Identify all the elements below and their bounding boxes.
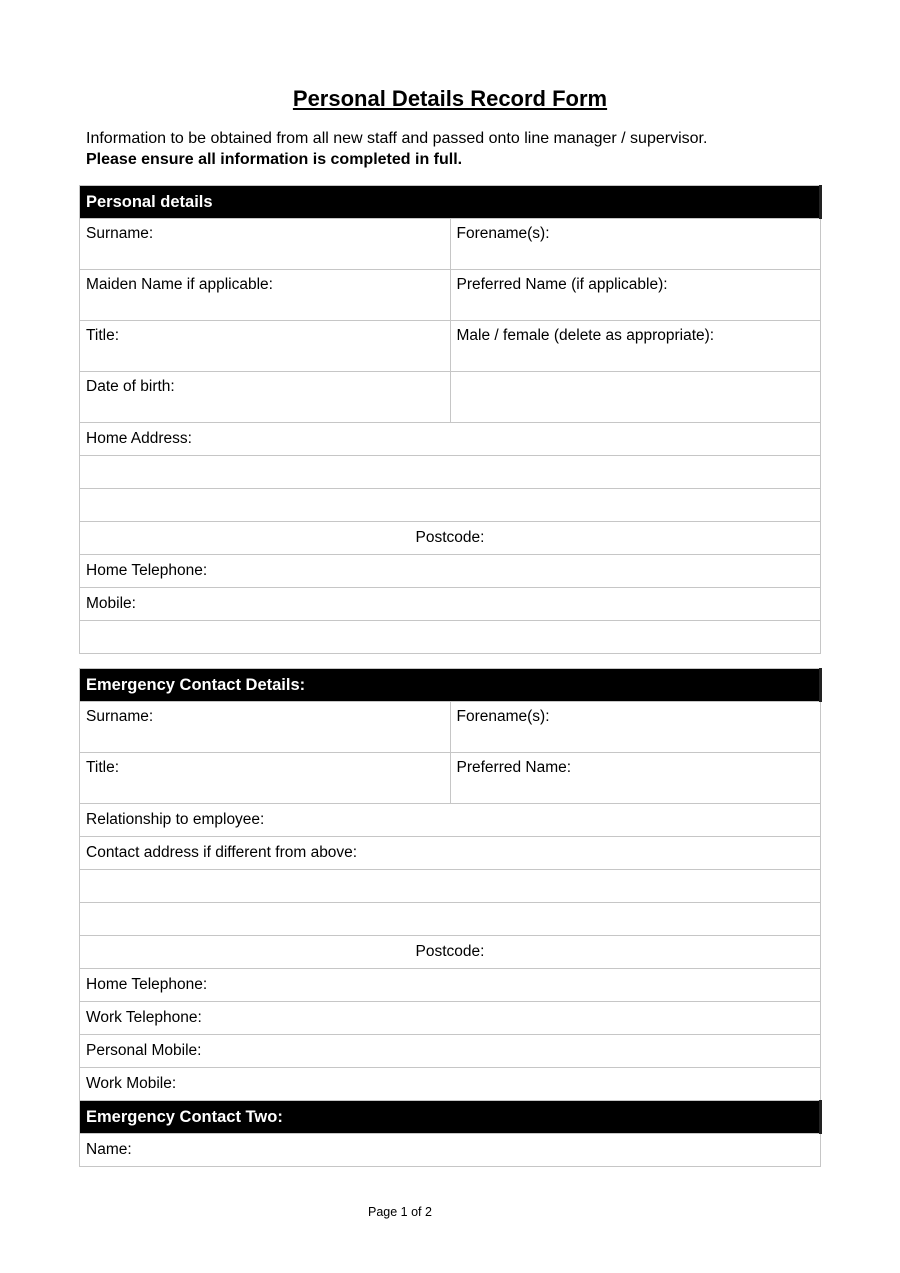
ec-postcode-field[interactable]: Postcode:: [80, 936, 821, 969]
ec-work-mobile-field[interactable]: Work Mobile:: [80, 1068, 821, 1101]
dob-field[interactable]: Date of birth:: [80, 372, 451, 423]
postcode-field[interactable]: Postcode:: [80, 522, 821, 555]
title-field[interactable]: Title:: [80, 321, 451, 372]
blank-cell[interactable]: [450, 372, 821, 423]
contact-address-line-2[interactable]: [80, 870, 821, 903]
ec2-name-field[interactable]: Name:: [80, 1134, 821, 1167]
forenames-field[interactable]: Forename(s):: [450, 219, 821, 270]
home-address-field[interactable]: Home Address:: [80, 423, 821, 456]
emergency-contact-two-header: Emergency Contact Two:: [80, 1101, 821, 1134]
surname-field[interactable]: Surname:: [80, 219, 451, 270]
ec-preferred-name-field[interactable]: Preferred Name:: [450, 753, 821, 804]
contact-address-field[interactable]: Contact address if different from above:: [80, 837, 821, 870]
intro-line-1: Information to be obtained from all new staff and passed onto line manager / supervisor.: [86, 130, 708, 147]
form-title: Personal Details Record Form: [292, 86, 608, 111]
page-number: Page 1 of 2: [368, 1205, 432, 1219]
personal-details-table: [79, 185, 822, 654]
ec-work-telephone-field[interactable]: Work Telephone:: [80, 1002, 821, 1035]
ec-home-telephone-field[interactable]: Home Telephone:: [80, 969, 821, 1002]
intro-line-2: Please ensure all information is completed in full.: [86, 151, 463, 168]
contact-address-line-3[interactable]: [80, 903, 821, 936]
intro-text: [86, 128, 707, 170]
emergency-contact-header: Emergency Contact Details:: [80, 669, 821, 702]
address-line-3[interactable]: [80, 489, 821, 522]
address-line-2[interactable]: [80, 456, 821, 489]
maiden-name-field[interactable]: Maiden Name if applicable:: [80, 270, 451, 321]
emergency-contact-table: [79, 668, 822, 1167]
ec-title-field[interactable]: Title:: [80, 753, 451, 804]
ec-forenames-field[interactable]: Forename(s):: [450, 702, 821, 753]
ec-surname-field[interactable]: Surname:: [80, 702, 451, 753]
preferred-name-field[interactable]: Preferred Name (if applicable):: [450, 270, 821, 321]
mobile-field[interactable]: Mobile:: [80, 588, 821, 621]
blank-row[interactable]: [80, 621, 821, 654]
home-telephone-field[interactable]: Home Telephone:: [80, 555, 821, 588]
ec-personal-mobile-field[interactable]: Personal Mobile:: [80, 1035, 821, 1068]
personal-details-header: Personal details: [80, 186, 821, 219]
relationship-field[interactable]: Relationship to employee:: [80, 804, 821, 837]
gender-field[interactable]: Male / female (delete as appropriate):: [450, 321, 821, 372]
